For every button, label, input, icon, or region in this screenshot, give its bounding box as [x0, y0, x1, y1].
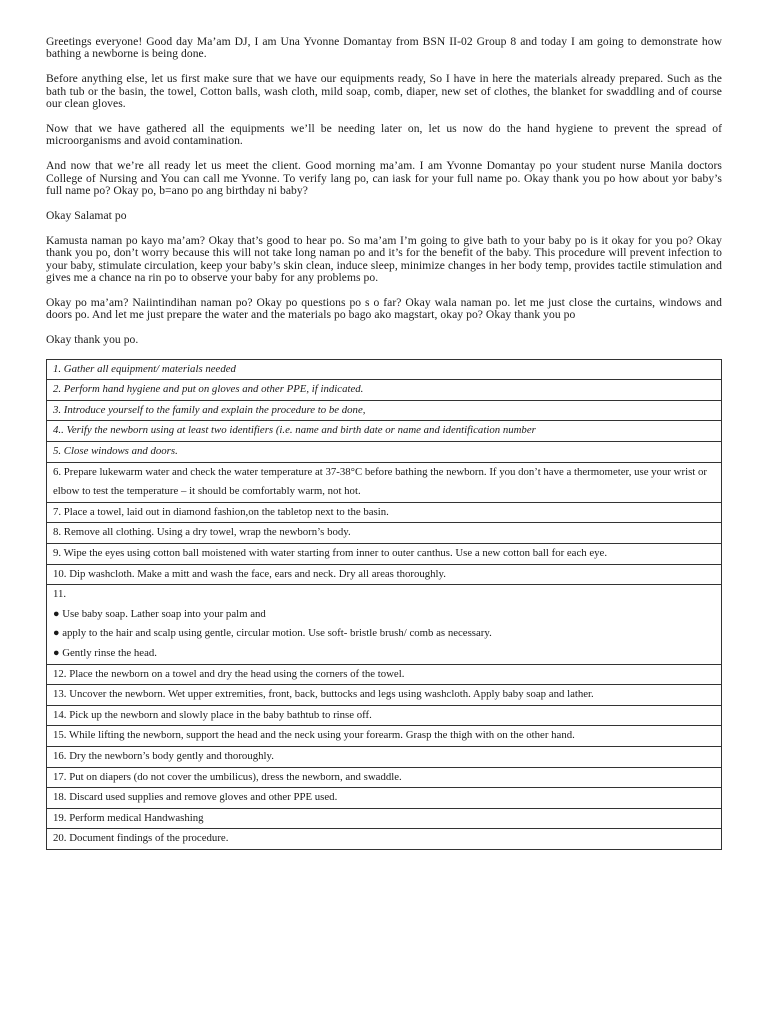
table-row — [47, 788, 722, 809]
step-cell: 2. Perform hand hygiene and put on gloves and other PPE, if indicated. — [47, 380, 722, 401]
document-page — [46, 36, 722, 850]
step-cell: 5. Close windows and doors. — [47, 442, 722, 463]
bullet-item: ● Use baby soap. Lather soap into your palm and — [53, 607, 266, 620]
table-row — [47, 400, 722, 421]
paragraph-thank-you: Okay thank you po. — [46, 333, 139, 347]
paragraph-equipment: Before anything else, let us first make sure that we have our equipments ready, So I have in here the materials already prepared. Such as the bath tub or the basin, the towel, Cotton balls, wash cloth, mild soap, comb, diaper, new set of clothes, the blanket for swaddling and of course our clean gloves. — [46, 72, 722, 110]
paragraph-greeting: Greetings everyone! Good day Ma’am DJ, I am Una Yvonne Domantay from BSN II-02 Group 8 and today I am going to demonstrate how bathing a newborne is being done. — [46, 35, 722, 61]
table-row — [47, 523, 722, 544]
step-cell: 6. Prepare lukewarm water and check the water temperature at 37-38°C before bathing the newborn. If you don’t have a thermometer, use your wrist or elbow to test the temperature – it should be comfortably warm, not hot. — [47, 462, 722, 502]
step-cell: 19. Perform medical Handwashing — [47, 808, 722, 829]
step-cell: 14. Pick up the newborn and slowly place in the baby bathtub to rinse off. — [47, 705, 722, 726]
table-row — [47, 746, 722, 767]
table-row — [47, 380, 722, 401]
table-row — [47, 767, 722, 788]
step-cell: 15. While lifting the newborn, support the head and the neck using your forearm. Grasp the thigh with on the other hand. — [47, 726, 722, 747]
step-cell: 4.. Verify the newborn using at least two identifiers (i.e. name and birth date or name and identification number — [47, 421, 722, 442]
table-row — [47, 359, 722, 380]
table-row — [47, 685, 722, 706]
step-cell: 12. Place the newborn on a towel and dry the head using the corners of the towel. — [47, 664, 722, 685]
step-cell: 16. Dry the newborn’s body gently and thoroughly. — [47, 746, 722, 767]
step-cell: 8. Remove all clothing. Using a dry towel, wrap the newborn’s body. — [47, 523, 722, 544]
table-row — [47, 502, 722, 523]
procedure-steps-table — [46, 359, 722, 850]
table-row — [47, 442, 722, 463]
paragraph-meet-client: And now that we’re all ready let us meet the client. Good morning ma’am. I am Yvonne Domantay po your student nurse Manila doctors College of Nursing and You can call me Yvonne. To verify lang po, can iask for your full name po. Okay thank you po how about yor baby’s full name po? Okay po, b=ano po ang birthday ni baby? — [46, 159, 722, 197]
step-cell: 10. Dip washcloth. Make a mitt and wash the face, ears and neck. Dry all areas thoroughly. — [47, 564, 722, 585]
step-cell: 7. Place a towel, laid out in diamond fashion,on the tabletop next to the basin. — [47, 502, 722, 523]
table-row — [47, 726, 722, 747]
step-cell: 18. Discard used supplies and remove gloves and other PPE used. — [47, 788, 722, 809]
paragraph-hand-hygiene: Now that we have gathered all the equipments we’ll be needing later on, let us now do the hand hygiene to prevent the spread of microorganisms and avoid contamination. — [46, 122, 722, 148]
table-row — [47, 585, 722, 664]
table-row — [47, 705, 722, 726]
step-cell: 17. Put on diapers (do not cover the umbilicus), dress the newborn, and swaddle. — [47, 767, 722, 788]
step-cell-11 — [47, 585, 722, 664]
bullet-item: ● apply to the hair and scalp using gentle, circular motion. Use soft- bristle brush/ comb as necessary. — [53, 627, 492, 640]
step-cell: 13. Uncover the newborn. Wet upper extremities, front, back, buttocks and legs using washcloth. Apply baby soap and lather. — [47, 685, 722, 706]
step-number: 11. — [53, 588, 67, 601]
paragraph-explanation: Kamusta naman po kayo ma’am? Okay that’s good to hear po. So ma’am I’m going to give bath to your baby po is it okay for you po? Okay thank you po, don’t worry because this will not take long naman po and it’s for the benefit of the baby. This procedure will prevent infection to your baby, stimulate circulation, keep your baby’s skin clean, induce sleep, minimize changes in her body temp, provides tactile stimulation and gives me a chance na rin po to observe your baby for any problems po. — [46, 234, 722, 284]
step-cell: 9. Wipe the eyes using cotton ball moistened with water starting from inner to outer canthus. Use a new cotton ball for each eye. — [47, 544, 722, 565]
step-cell: 1. Gather all equipment/ materials needed — [47, 359, 722, 380]
table-row — [47, 564, 722, 585]
table-row — [47, 808, 722, 829]
table-row — [47, 462, 722, 502]
paragraph-preparation: Okay po ma’am? Naiintindihan naman po? Okay po questions po s o far? Okay wala naman po. let me just close the curtains, windows and doors po. And let me just prepare the water and the materials po bago ako magstart, okay po? Okay thank you po — [46, 296, 722, 322]
step-cell: 3. Introduce yourself to the family and explain the procedure to be done, — [47, 400, 722, 421]
bullet-item: ● Gently rinse the head. — [53, 646, 157, 659]
step-cell: 20. Document findings of the procedure. — [47, 829, 722, 850]
table-row — [47, 421, 722, 442]
table-row — [47, 544, 722, 565]
paragraph-salamat: Okay Salamat po — [46, 209, 127, 223]
table-row — [47, 829, 722, 850]
table-row — [47, 664, 722, 685]
